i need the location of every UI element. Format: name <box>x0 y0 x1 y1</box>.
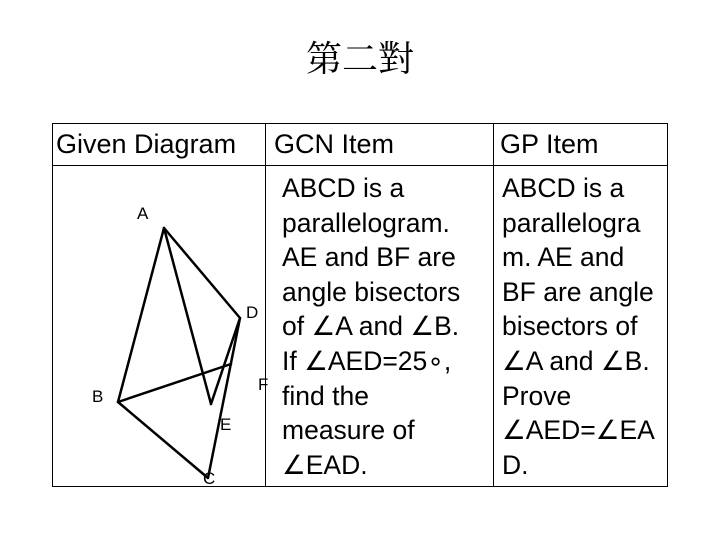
gp-line: ∠A and ∠B. <box>502 345 650 376</box>
label-e: E <box>220 415 232 434</box>
gcn-line: angle bisectors <box>282 276 461 307</box>
gp-line: ABCD is a <box>502 173 625 203</box>
gcn-item-text <box>282 171 460 482</box>
gp-line: parallelogra <box>502 207 641 238</box>
label-c: C <box>203 469 216 488</box>
gp-item-text <box>502 171 655 482</box>
gcn-line: measure of <box>282 415 415 446</box>
header-gp-item: GP Item <box>500 129 599 159</box>
label-d: D <box>246 303 259 322</box>
gcn-line: of ∠A and ∠B. <box>282 311 460 342</box>
gp-line: bisectors of <box>502 311 638 342</box>
gcn-line: If ∠AED=25∘, <box>282 345 452 376</box>
slide-title: 第二對 <box>305 39 414 80</box>
gp-line: m. AE and <box>502 242 625 273</box>
label-f: F <box>258 375 269 394</box>
gp-line: Prove <box>502 380 572 411</box>
gp-line: BF are angle <box>502 276 654 307</box>
gcn-line: ∠EAD. <box>282 449 368 480</box>
parallelogram-diagram <box>52 166 267 488</box>
gcn-line: ABCD is a <box>282 173 405 203</box>
parallelogram-outline <box>118 228 240 478</box>
header-given-diagram: Given Diagram <box>56 129 237 159</box>
side-ab <box>118 228 164 402</box>
gcn-line: parallelogram. <box>282 207 450 238</box>
gp-line: D. <box>502 449 529 480</box>
gp-line: ∠AED=∠EA <box>502 415 655 446</box>
gcn-line: find the <box>282 380 369 411</box>
label-a: A <box>137 204 149 223</box>
gcn-line: AE and BF are <box>282 242 456 273</box>
label-b: B <box>92 387 104 406</box>
header-gcn-item: GCN Item <box>274 129 395 159</box>
column-divider-2 <box>493 123 494 487</box>
